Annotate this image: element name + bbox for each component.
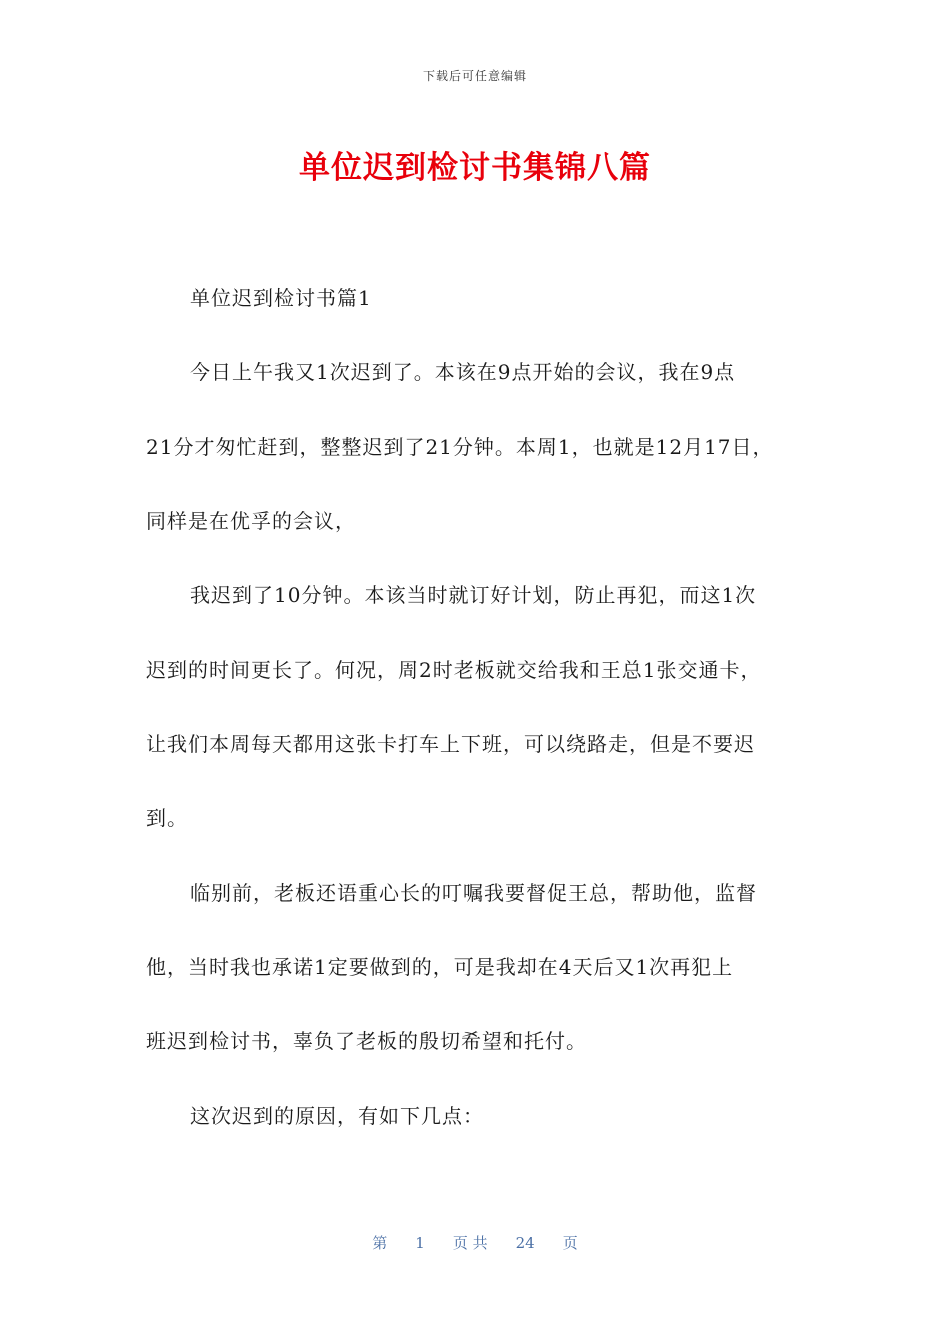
paragraph-line: 让我们本周每天都用这张卡打车上下班，可以绕路走，但是不要迟: [146, 732, 755, 756]
section-heading: 单位迟到检讨书篇1: [190, 286, 372, 310]
header-note: 下载后可任意编辑: [422, 69, 527, 83]
paragraph-line: 同样是在优孚的会议，: [146, 509, 356, 533]
paragraph-line: 这次迟到的原因，有如下几点：: [190, 1104, 484, 1128]
footer-page-suffix: 页: [562, 1234, 578, 1252]
paragraph-line: 21分才匆忙赶到，整整迟到了21分钟。本周1，也就是12月17日，: [146, 435, 774, 459]
page-footer: [0, 1232, 950, 1253]
paragraph-line: 今日上午我又1次迟到了。本该在9点开始的会议，我在9点: [190, 360, 736, 384]
footer-page-prefix: 第: [372, 1234, 388, 1252]
paragraph-line: 我迟到了10分钟。本该当时就订好计划，防止再犯，而这1次: [190, 583, 757, 607]
paragraph-line: 班迟到检讨书，辜负了老板的殷切希望和托付。: [146, 1029, 587, 1053]
paragraph-line: 临别前，老板还语重心长的叮嘱我要督促王总，帮助他，监督: [190, 881, 757, 905]
document-title: 单位迟到检讨书集锦八篇: [299, 150, 651, 186]
footer-page-number: 1: [415, 1234, 425, 1252]
footer-total-pages: 24: [515, 1234, 535, 1252]
footer-page-mid: 页 共: [452, 1234, 488, 1252]
paragraph-line: 他，当时我也承诺1定要做到的，可是我却在4天后又1次再犯上: [146, 955, 734, 979]
paragraph-line: 到。: [146, 806, 188, 830]
paragraph-line: 迟到的时间更长了。何况，周2时老板就交给我和王总1张交通卡，: [146, 658, 762, 682]
